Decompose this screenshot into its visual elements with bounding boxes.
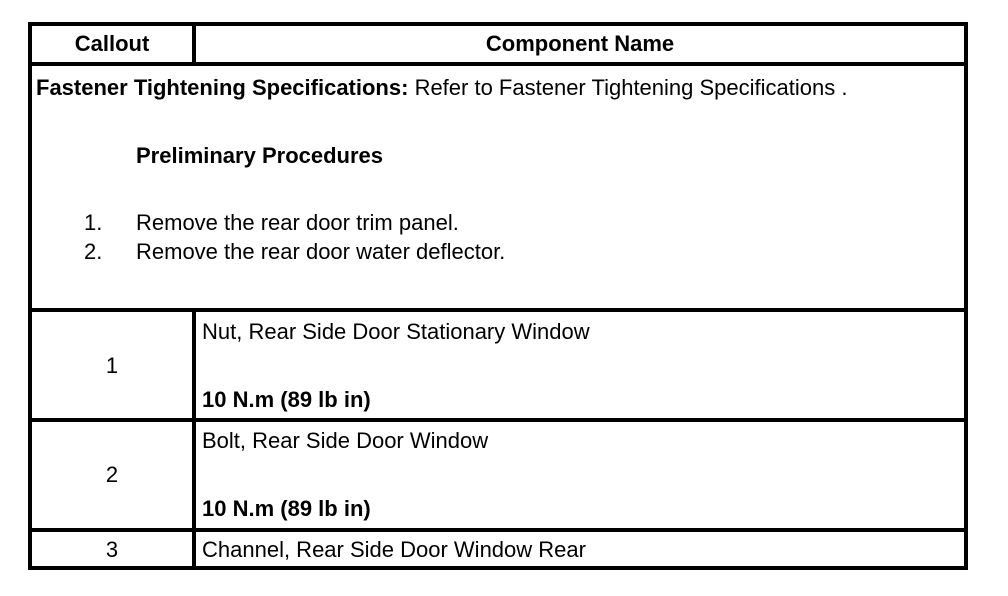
header-component-name: Component Name bbox=[485, 31, 675, 56]
column-divider-body bbox=[192, 308, 196, 570]
callout-3: 3 bbox=[105, 537, 119, 562]
torque-value-1: 10 N.m (89 lb in) bbox=[202, 387, 371, 412]
table-border-bottom bbox=[28, 566, 968, 570]
table-border-right bbox=[964, 22, 968, 570]
row-divider-2 bbox=[28, 418, 968, 422]
row-divider-1 bbox=[28, 308, 968, 312]
header-divider bbox=[28, 62, 968, 66]
specs-label: Fastener Tightening Specifications: bbox=[36, 75, 409, 100]
torque-value-2: 10 N.m (89 lb in) bbox=[202, 496, 371, 521]
specs-line bbox=[36, 75, 847, 101]
component-name-2: Bolt, Rear Side Door Window bbox=[202, 428, 489, 453]
spec-table bbox=[28, 22, 968, 570]
preliminary-title: Preliminary Procedures bbox=[136, 143, 384, 168]
specs-text: Refer to Fastener Tightening Specifications . bbox=[414, 75, 848, 100]
row-divider-3 bbox=[28, 528, 968, 532]
component-name-3: Channel, Rear Side Door Window Rear bbox=[202, 537, 586, 562]
step-number-2: 2. bbox=[84, 239, 103, 264]
step-text-2: Remove the rear door water deflector. bbox=[136, 239, 506, 264]
callout-2: 2 bbox=[105, 462, 119, 487]
table-border-top bbox=[28, 22, 968, 26]
header-callout: Callout bbox=[74, 31, 150, 56]
step-text-1: Remove the rear door trim panel. bbox=[136, 210, 459, 235]
step-number-1: 1. bbox=[84, 210, 103, 235]
component-name-1: Nut, Rear Side Door Stationary Window bbox=[202, 319, 590, 344]
callout-1: 1 bbox=[105, 353, 119, 378]
